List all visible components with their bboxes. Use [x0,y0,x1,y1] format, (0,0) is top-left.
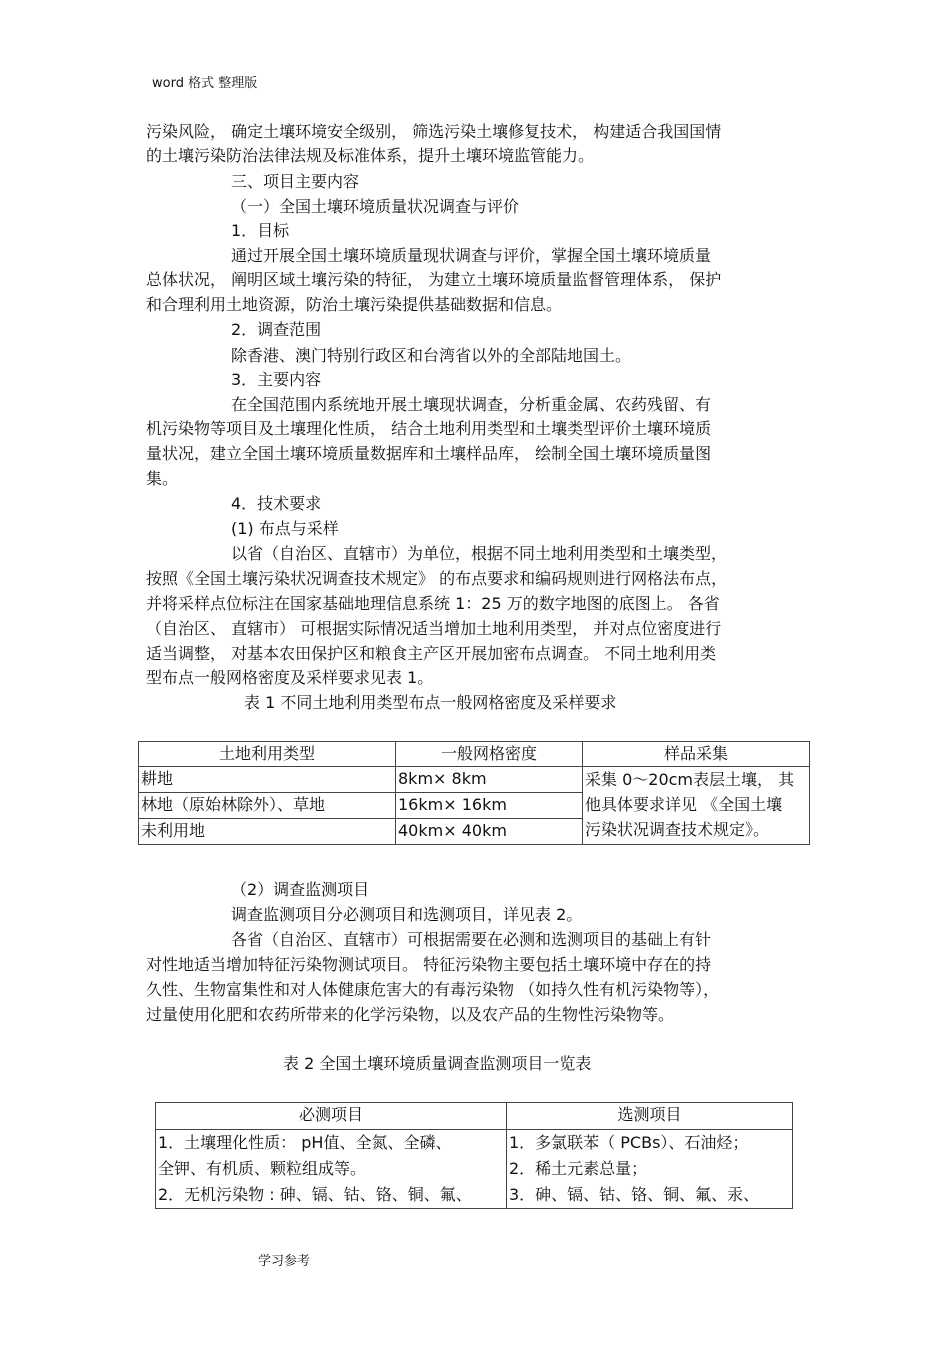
paragraph-line: 量状况，建立全国土壤环境质量数据库和土壤样品库， 绘制全国土壤环境质量图 [146,444,712,463]
page-header: word 格式 整理版 [152,76,258,91]
paragraph-line: 对性地适当增加特征污染物测试项目。 特征污染物主要包括土壤环境中存在的持 [146,955,712,974]
table-cell: 8km× 8km [396,767,583,793]
item-heading: 4．技术要求 [231,494,322,513]
paragraph-line: 各省（自治区、直辖市）可根据需要在必测和选测项目的基础上有针 [231,930,712,949]
paragraph-line: 总体状况， 阐明区域土壤污染的特征， 为建立土壤环境质量监督管理体系， 保护 [146,270,722,289]
table-header: 土地利用类型 [139,742,396,767]
monitoring-items-table [155,1102,793,1209]
paragraph-line: 并将采样点位标注在国家基础地理信息系统 1：25 万的数字地图的底图上。 各省 [146,594,720,613]
table-header: 必测项目 [156,1103,507,1130]
paragraph-line: 以省（自治区、直辖市）为单位，根据不同土地利用类型和土壤类型， [231,544,728,563]
table-cell: 林地（原始林除外）、草地 [139,793,396,819]
list-item: 3．砷、镉、钴、铬、铜、氟、汞、 [509,1185,760,1204]
table-header: 选测项目 [507,1103,793,1130]
item-heading: 1．目标 [231,221,290,240]
paragraph-line: 型布点一般网格密度及采样要求见表 1。 [146,668,434,687]
list-item: 2．稀土元素总量； [509,1159,648,1178]
paragraph-line: 机污染物等项目及土壤理化性质， 结合土地利用类型和土壤类型评价土壤环境质 [146,419,712,438]
page-footer: 学习参考 [258,1254,311,1269]
paragraph-line: 污染风险， 确定土壤环境安全级别， 筛选污染土壤修复技术， 构建适合我国国情 [146,122,722,141]
grid-density-table [138,741,810,845]
table-header: 一般网格密度 [396,742,583,767]
paragraph-line: （自治区、 直辖市） 可根据实际情况适当增加土地利用类型， 并对点位密度进行 [146,619,722,638]
table-cell: 40km× 40km [396,819,583,845]
table-header: 样品采集 [583,742,810,767]
item-heading: 3．主要内容 [231,370,322,389]
table-caption: 表 2 全国土壤环境质量调查监测项目一览表 [283,1054,592,1073]
table-caption: 表 1 不同土地利用类型布点一般网格密度及采样要求 [244,693,617,712]
paragraph-line: 除香港、澳门特别行政区和台湾省以外的全部陆地国土。 [231,346,632,365]
table-row [156,1130,793,1209]
paragraph-line: 在全国范围内系统地开展土壤现状调查，分析重金属、农药残留、有 [231,395,712,414]
sample-text-line: 采集 0～20cm表层土壤， 其 [585,770,795,789]
sample-text-line: 他具体要求详见 《全国土壤 [585,795,783,814]
required-items-cell [156,1130,507,1209]
subitem-heading: (1) 布点与采样 [231,519,339,538]
table-cell: 未利用地 [139,819,396,845]
paragraph-line: 过量使用化肥和农药所带来的化学污染物，以及农产品的生物性污染物等。 [146,1005,675,1024]
item-heading: 2．调查范围 [231,320,322,339]
list-item: 1．土壤理化性质： pH值、全氮、全磷、 [158,1133,452,1152]
paragraph-line: 适当调整， 对基本农田保护区和粮食主产区开展加密布点调查。 不同土地利用类 [146,644,717,663]
table-cell: 16km× 16km [396,793,583,819]
paragraph-line: 久性、生物富集性和对人体健康危害大的有毒污染物 （如持久性有机污染物等）， [146,980,720,999]
subitem-heading: （2）调查监测项目 [231,880,370,899]
sample-requirement-cell [583,767,810,845]
section-heading: 三、项目主要内容 [231,172,360,191]
list-item: 2．无机污染物 : 砷、镉、钴、铬、铜、氟、 [158,1185,472,1204]
paragraph-line: 按照《全国土壤污染状况调查技术规定》 的布点要求和编码规则进行网格法布点， [146,569,728,588]
optional-items-cell [507,1130,793,1209]
paragraph-line: 和合理利用土地资源，防治土壤污染提供基础数据和信息。 [146,295,563,314]
paragraph-line: 通过开展全国土壤环境质量现状调查与评价，掌握全国土壤环境质量 [231,246,712,265]
list-item: 全钾、有机质、颗粒组成等。 [158,1159,367,1178]
subsection-heading: （一）全国土壤环境质量状况调查与评价 [231,197,520,216]
paragraph-line: 的土壤污染防治法律法规及标准体系，提升土壤环境监管能力。 [146,146,595,165]
list-item: 1．多氯联苯（ PCBs）、石油烃； [509,1133,749,1152]
table-row [139,767,810,793]
sample-text-line: 污染状况调查技术规定》。 [585,820,770,839]
paragraph-line: 集。 [146,469,179,488]
table-cell: 耕地 [139,767,396,793]
paragraph-line: 调查监测项目分必测项目和选测项目，详见表 2。 [231,905,583,924]
